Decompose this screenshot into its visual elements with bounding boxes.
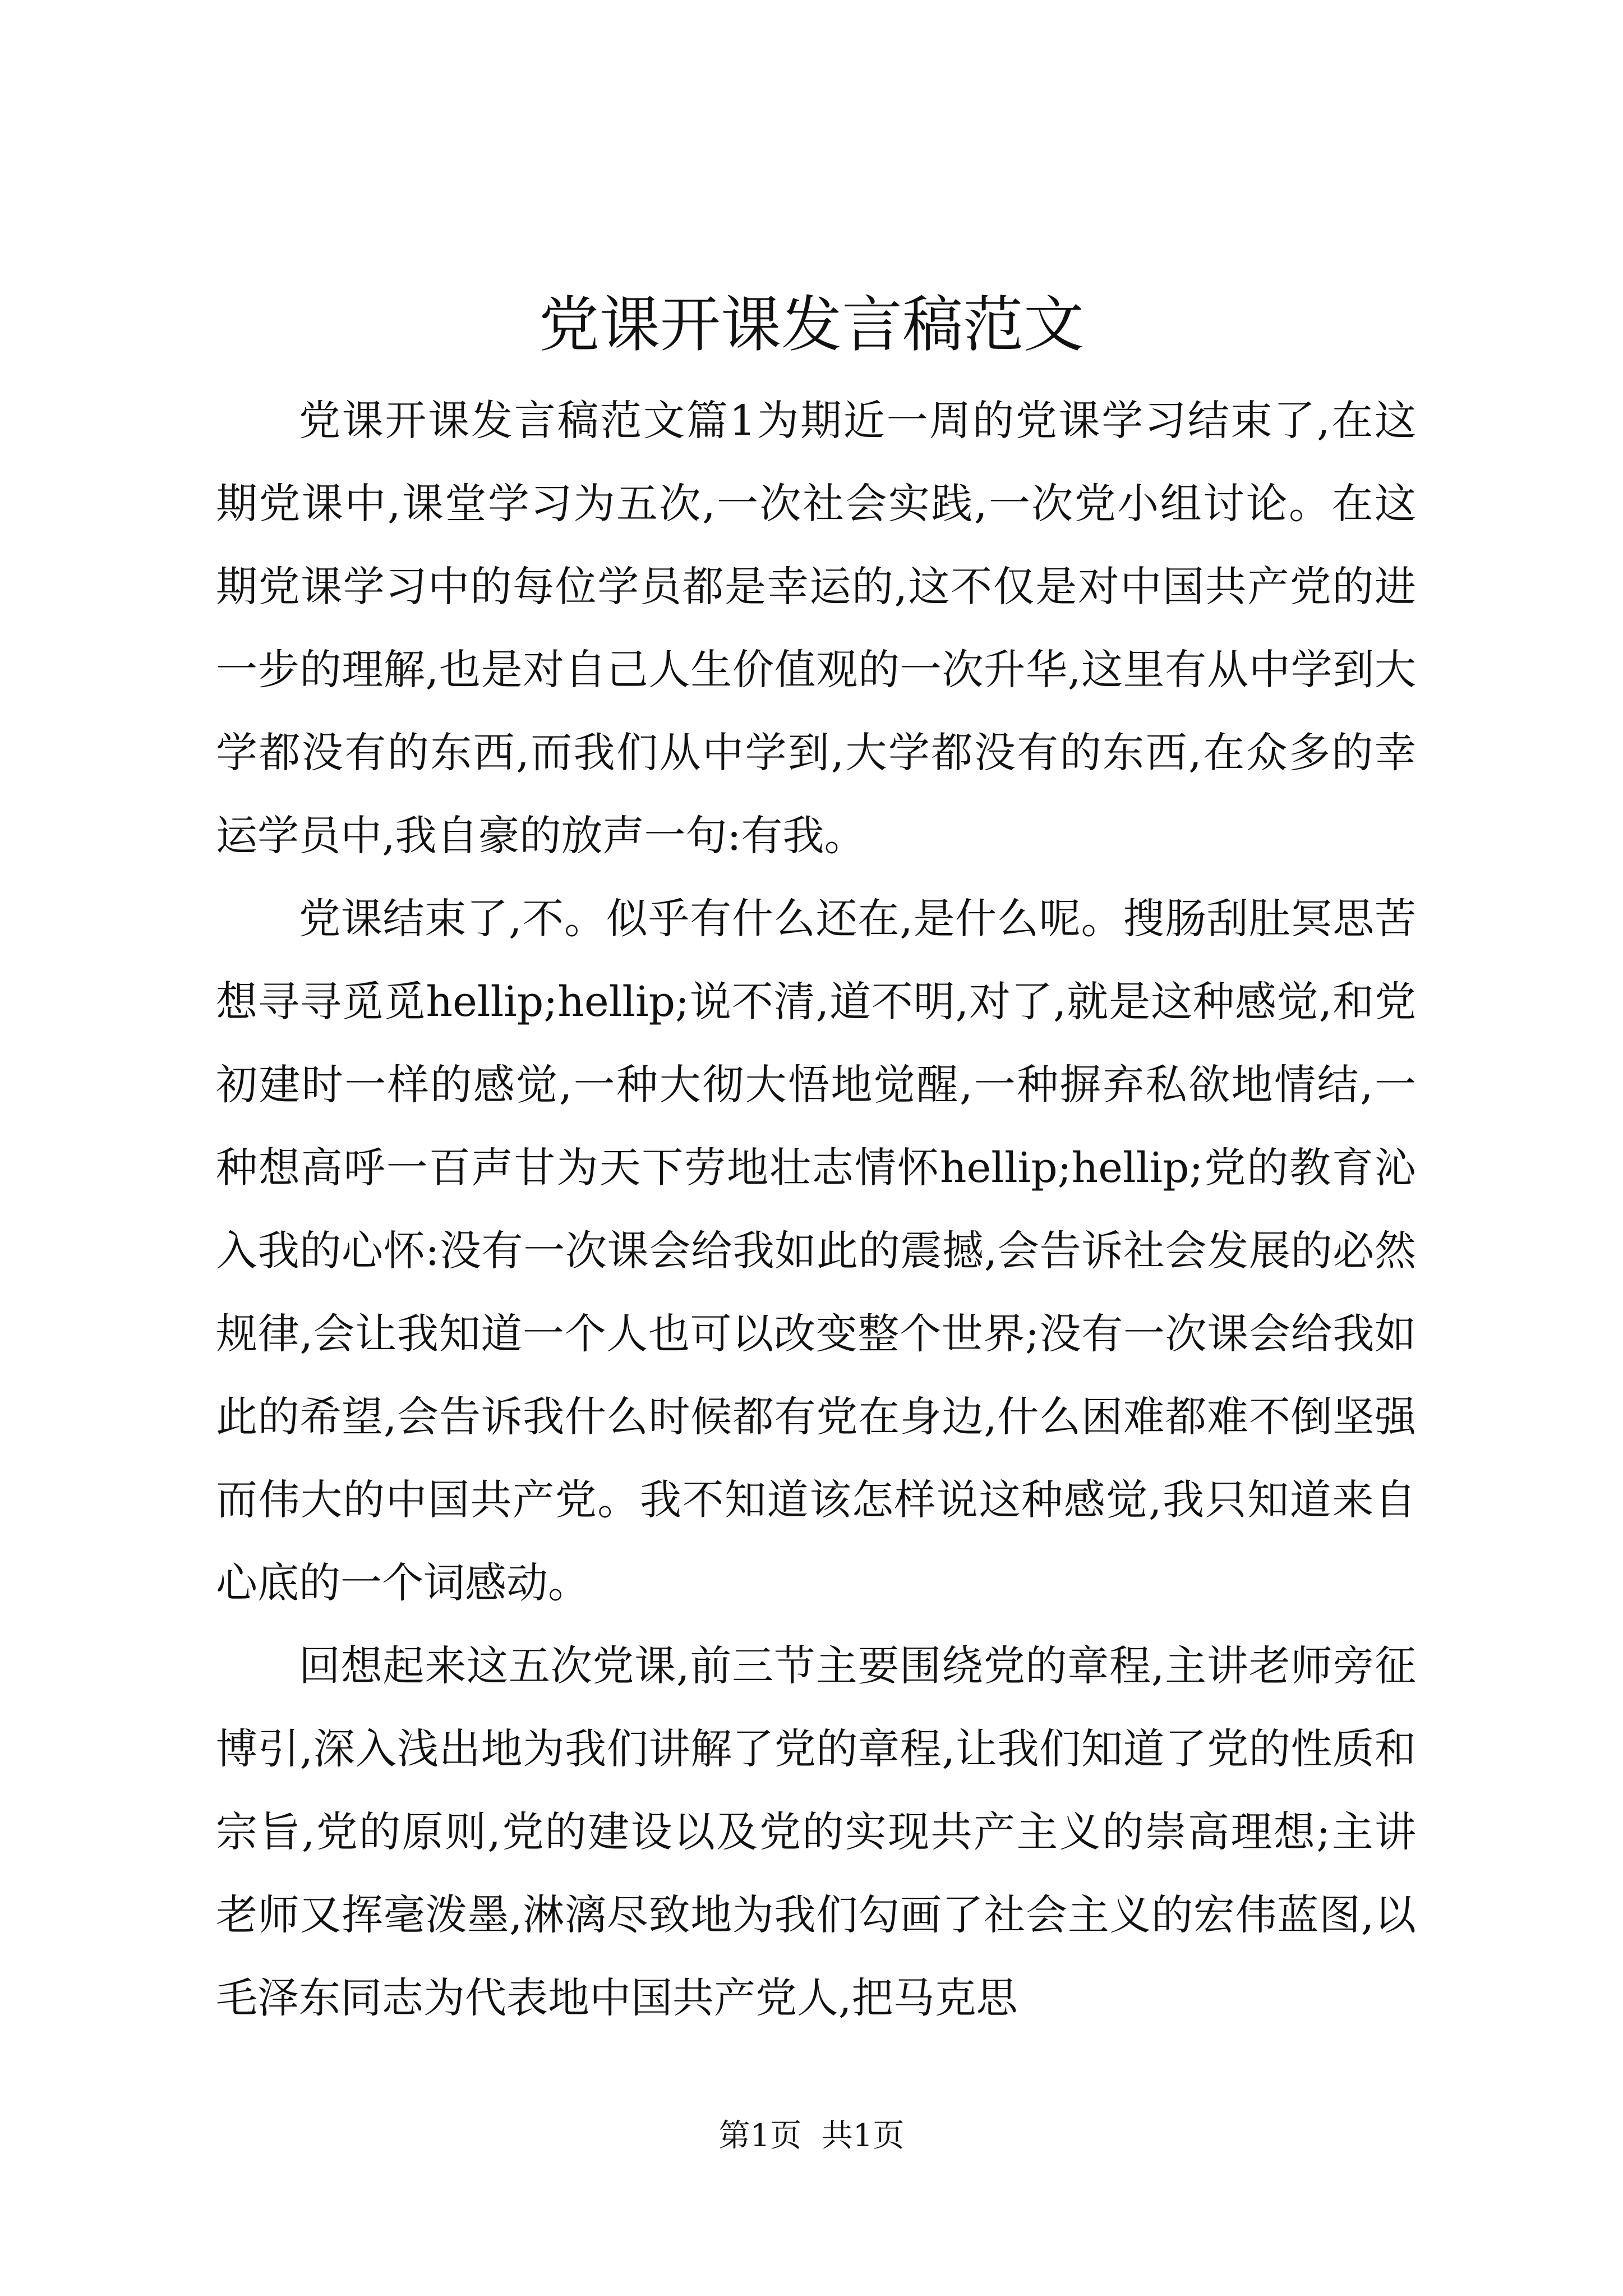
page-footer: [0, 2114, 1623, 2159]
footer-spacer: [801, 2118, 822, 2154]
page-total: 共1页: [821, 2118, 905, 2154]
page-number: 第1页: [718, 2118, 802, 2154]
paragraph-2: 党课结束了,不。似乎有什么还在,是什么呢。搜肠刮肚冥思苦想寻寻觅觅hellip;hellip;说不清,道不明,对了,就是这种感觉,和党初建时一样的感觉,一种大彻大悟地觉醒,一种摒弃私欲地情结,一种想高呼一百声甘为天下劳地壮志情怀hellip;hellip;党的教育沁入我的心怀:没有一次课会给我如此的震撼,会告诉社会发展的必然规律,会让我知道一个人也可以改变整个世界;没有一次课会给我如此的希望,会告诉我什么时候都有党在身边,什么困难都难不倒坚强而伟大的中国共产党。我不知道该怎样说这种感觉,我只知道来自心底的一个词感动。: [216, 895, 1416, 1607]
document-body: [216, 379, 1416, 2040]
paragraph-3: 回想起来这五次党课,前三节主要围绕党的章程,主讲老师旁征博引,深入浅出地为我们讲解了党的章程,让我们知道了党的性质和宗旨,党的原则,党的建设以及党的实现共产主义的崇高理想;主讲老师又挥毫泼墨,淋漓尽致地为我们勾画了社会主义的宏伟蓝图,以毛泽东同志为代表地中国共产党人,把马克思: [216, 1642, 1416, 2022]
paragraph-1: 党课开课发言稿范文篇1为期近一周的党课学习结束了,在这期党课中,课堂学习为五次,一次社会实践,一次党小组讨论。在这期党课学习中的每位学员都是幸运的,这不仅是对中国共产党的进一步的理解,也是对自己人生价值观的一次升华,这里有从中学到大学都没有的东西,而我们从中学到,大学都没有的东西,在众多的幸运学员中,我自豪的放声一句:有我。: [216, 397, 1416, 860]
document-title: 党课开课发言稿范文: [538, 290, 1084, 360]
